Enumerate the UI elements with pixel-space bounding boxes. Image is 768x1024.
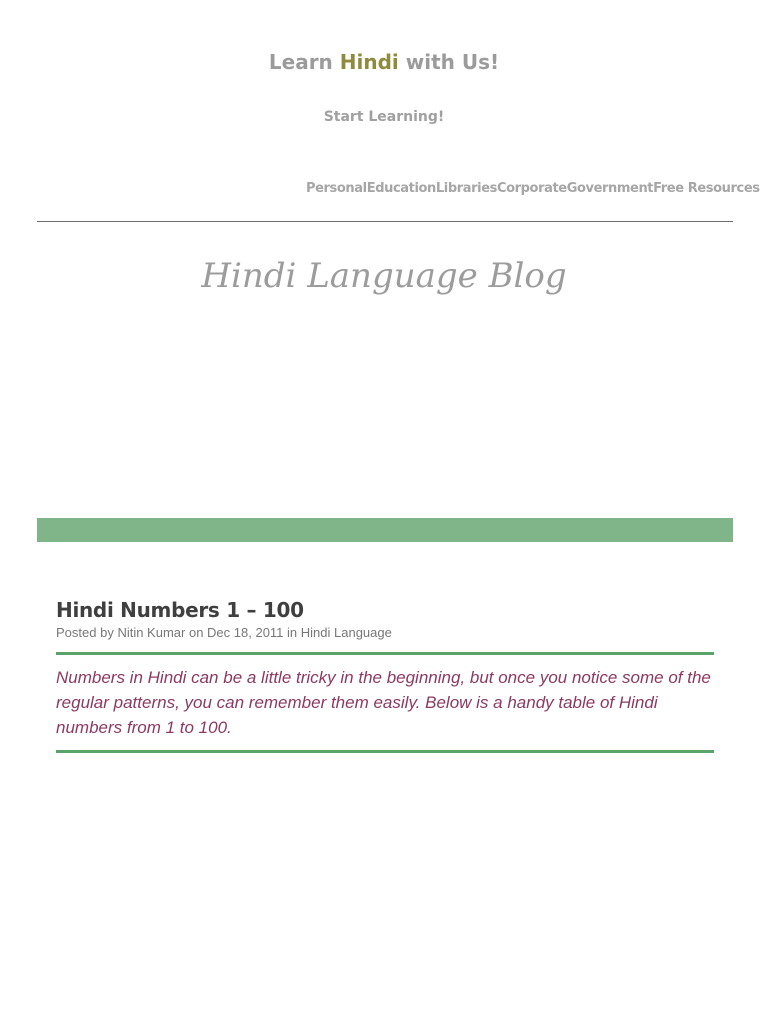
intro-bottom-rule	[56, 750, 714, 753]
post-title[interactable]: Hindi Numbers 1 – 100	[56, 598, 304, 622]
promo-title-after: with Us!	[398, 50, 500, 74]
header-divider	[37, 221, 733, 222]
post-intro: Numbers in Hindi can be a little tricky in the beginning, but once you notice some of the regular patterns, you can remember them easily. Below is a handy table of Hindi numbers from 1 to 100.	[56, 668, 711, 737]
intro-top-rule	[56, 652, 714, 655]
promo-title	[0, 50, 768, 74]
top-nav	[306, 181, 760, 196]
post-meta-on: on	[185, 625, 208, 640]
blog-title-logo[interactable]: Hindi Language Blog	[201, 256, 567, 296]
post-meta-in: in	[283, 625, 301, 640]
green-nav-bar	[37, 518, 733, 542]
nav-item-education[interactable]: Education	[366, 181, 436, 196]
nav-item-government[interactable]: Government	[566, 181, 654, 196]
nav-item-corporate[interactable]: Corporate	[496, 181, 567, 196]
nav-item-free-resources[interactable]: Free Resources	[653, 181, 760, 196]
post-author-link[interactable]: Nitin Kumar	[117, 625, 186, 640]
post-meta-prefix: Posted by	[56, 625, 118, 640]
nav-item-libraries[interactable]: Libraries	[435, 181, 497, 196]
post-date: Dec 18, 2011	[207, 625, 284, 640]
nav-item-personal[interactable]: Personal	[306, 181, 367, 196]
start-learning-link[interactable]: Start Learning!	[323, 109, 445, 125]
promo-title-before: Learn	[268, 50, 340, 74]
post-category-link[interactable]: Hindi Language	[300, 625, 392, 640]
post-meta	[56, 625, 392, 640]
promo-title-highlight: Hindi	[339, 50, 399, 74]
